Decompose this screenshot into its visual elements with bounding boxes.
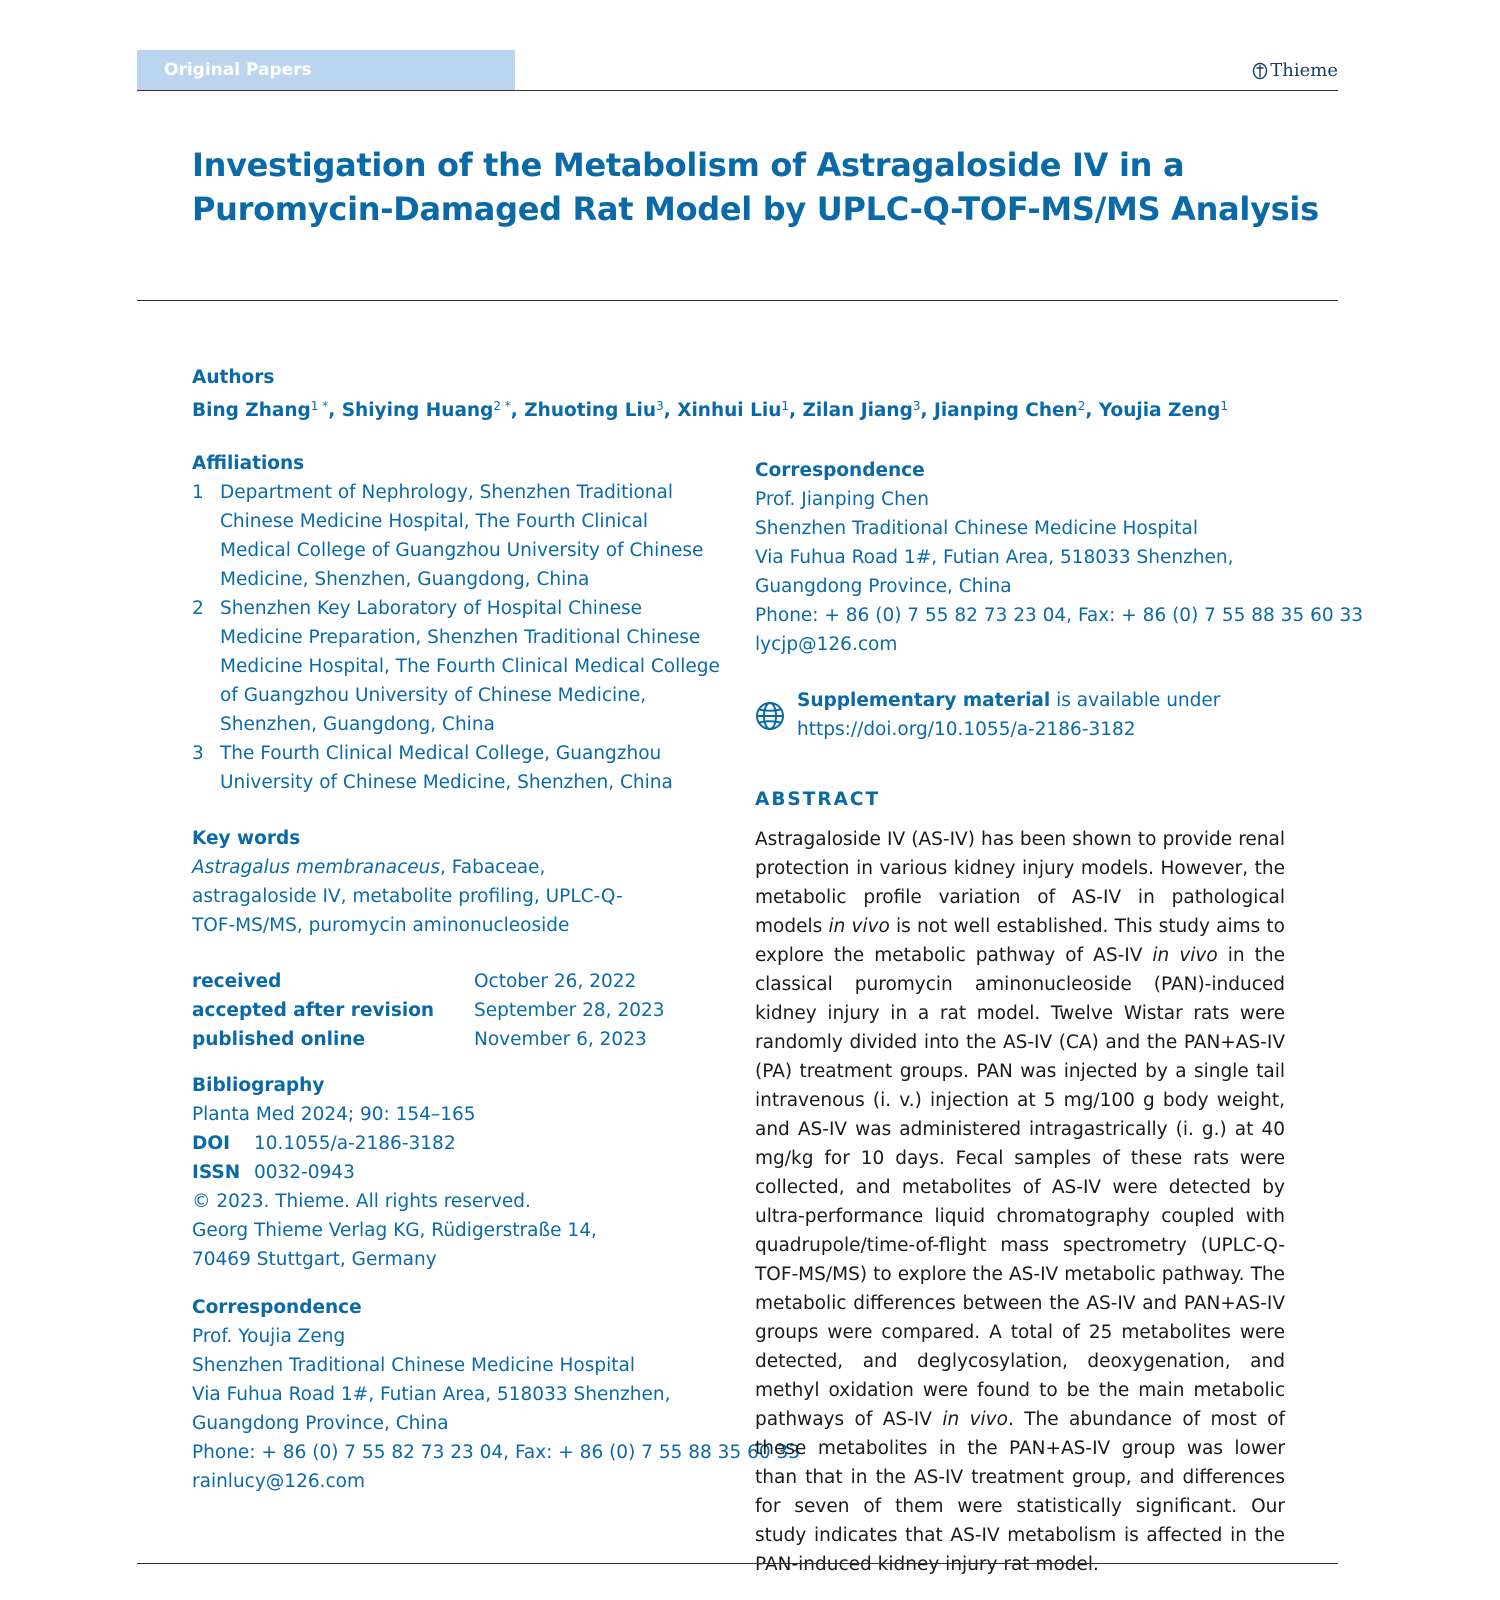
affiliation-item	[192, 478, 732, 594]
author-name: Youjia Zeng	[1098, 400, 1221, 421]
correspondence-left-heading: Correspondence	[192, 1297, 362, 1318]
affiliation-item	[192, 739, 732, 797]
date-row	[192, 967, 732, 996]
author-name: Zhuoting Liu	[524, 400, 657, 421]
author-name: Shiying Huang	[341, 400, 494, 421]
keywords-heading: Key words	[192, 828, 301, 849]
abstract-text: . The abundance of most of these metabolites in the PAN+AS-IV group was lower than that in the AS-IV treatment group, and differences for seven of them were statistically significant. Our study indicates that AS-IV metabolism is affected in the PAN-induced kidney injury rat model.	[755, 1409, 1285, 1575]
globe-icon	[755, 701, 785, 731]
correspondence-right-heading: Correspondence	[755, 460, 925, 481]
keyword-list: , Fabaceae, astragaloside IV, metabolite profiling, UPLC-Q-TOF-MS/MS, puromycin aminonucleoside	[192, 857, 623, 936]
left-column	[192, 449, 801, 1496]
copyright: © 2023. Thieme. All rights reserved.	[192, 1191, 531, 1212]
supplementary-block	[755, 686, 1295, 744]
date-value: October 26, 2022	[474, 971, 637, 992]
right-column	[755, 456, 1364, 744]
affiliations-heading: Affiliations	[192, 453, 305, 474]
corr-right-institution: Shenzhen Traditional Chinese Medicine Hospital	[755, 518, 1198, 539]
date-row	[192, 1025, 732, 1054]
abstract-italic-term: in vivo	[942, 1409, 1008, 1430]
date-label: received	[192, 971, 282, 992]
author-affiliation-marker: 1	[1220, 399, 1229, 413]
author-name: Bing Zhang	[192, 400, 311, 421]
date-row	[192, 996, 732, 1025]
doi-label: DOI	[192, 1133, 230, 1154]
author-affiliation-marker: 1 *	[310, 399, 329, 413]
abstract-text: is not well established. This study aims to explore the metabolic pathway of AS-IV	[755, 916, 1285, 966]
date-value: September 28, 2023	[474, 1000, 665, 1021]
correspondence-left	[192, 1322, 801, 1496]
correspondence-right	[755, 485, 1364, 659]
publisher-address-1: Georg Thieme Verlag KG, Rüdigerstraße 14,	[192, 1220, 597, 1241]
corr-right-phone: Phone: + 86 (0) 7 55 82 73 23 04, Fax: + 86 (0) 7 55 88 35 60 33	[755, 605, 1364, 626]
footer-rule	[137, 1563, 1338, 1564]
author-separator: ,	[328, 400, 342, 421]
supplementary-label: Supplementary material	[797, 690, 1051, 711]
author-separator: ,	[510, 400, 525, 421]
corr-right-address-2: Guangdong Province, China	[755, 576, 1012, 597]
dates-block	[192, 967, 732, 1054]
publisher-address-2: 70469 Stuttgart, Germany	[192, 1249, 437, 1270]
author-affiliation-marker: 1	[781, 399, 790, 413]
corr-left-name: Prof. Youjia Zeng	[192, 1326, 346, 1347]
header-rule	[137, 90, 1338, 91]
doi-value[interactable]: 10.1055/a-2186-3182	[254, 1133, 456, 1154]
date-label: published online	[192, 1029, 366, 1050]
affiliation-number: 2	[192, 598, 204, 619]
author-name: Jianping Chen	[933, 400, 1078, 421]
corr-right-address-1: Via Fuhua Road 1#, Futian Area, 518033 Shenzhen,	[755, 547, 1234, 568]
affiliation-list	[192, 478, 732, 797]
citation: Planta Med 2024; 90: 154–165	[192, 1104, 476, 1125]
author-separator: ,	[1085, 400, 1099, 421]
affiliation-text: Department of Nephrology, Shenzhen Traditional Chinese Medicine Hospital, The Fourth Clinical Medical College of Guangzhou University of Chinese Medicine, Shenzhen, Guangdong, China	[220, 482, 704, 590]
abstract-text: in the classical puromycin aminonucleoside (PAN)-induced kidney injury in a rat model. Twelve Wistar rats were randomly divided into the AS-IV (CA) and the PAN+AS-IV (PA) treatment groups. PAN was injected by a single tail intravenous (i. v.) injection at 5 mg/100 g body weight, and AS-IV was administered intragastrically (i. g.) at 40 mg/kg for 10 days. Fecal samples of these rats were collected, and metabolites of AS-IV were detected by ultra-performance liquid chromatography coupled with quadrupole/time-of-flight mass spectrometry (UPLC-Q-TOF-MS/MS) to explore the AS-IV metabolic pathway. The metabolic differences between the AS-IV and PAN+AS-IV groups were compared. A total of 25 metabolites were detected, and deglycosylation, deoxygenation, and methyl oxidation were found to be the main metabolic pathways of AS-IV	[755, 945, 1285, 1430]
author-name: Zilan Jiang	[802, 400, 913, 421]
corr-left-address-1: Via Fuhua Road 1#, Futian Area, 518033 Shenzhen,	[192, 1384, 671, 1405]
abstract-italic-term: in vivo	[1152, 945, 1218, 966]
keyword-italic: Astragalus membranaceus	[192, 857, 441, 878]
author-separator: ,	[663, 400, 678, 421]
issn-value: 0032-0943	[254, 1162, 355, 1183]
affiliation-text: Shenzhen Key Laboratory of Hospital Chinese Medicine Preparation, Shenzhen Traditional Chinese Medicine Hospital, The Fourth Clinical Medical College of Guangzhou University of Chinese Medicine, Shenzhen, Guangdong, China	[220, 598, 720, 735]
corr-right-email[interactable]: lycjp@126.com	[755, 634, 898, 655]
bibliography-block	[192, 1100, 732, 1274]
publisher-name: Thieme	[1270, 60, 1338, 81]
affiliation-number: 3	[192, 743, 204, 764]
article-title: Investigation of the Metabolism of Astragaloside IV in a Puromycin-Damaged Rat Model by UPLC-Q-TOF-MS/MS Analysis	[192, 146, 1319, 228]
abstract-body	[755, 825, 1285, 1579]
author-separator: ,	[789, 400, 803, 421]
abstract-italic-term: in vivo	[828, 916, 890, 937]
title-rule	[137, 300, 1338, 301]
abstract-heading: ABSTRACT	[755, 789, 881, 810]
affiliation-number: 1	[192, 482, 204, 503]
section-tag: Original Papers	[137, 50, 515, 90]
keywords-text	[192, 853, 662, 940]
date-value: November 6, 2023	[474, 1029, 647, 1050]
corr-left-institution: Shenzhen Traditional Chinese Medicine Hospital	[192, 1355, 635, 1376]
author-affiliation-marker: 3	[912, 399, 921, 413]
affiliation-text: The Fourth Clinical Medical College, Guangzhou University of Chinese Medicine, Shenzhen, China	[220, 743, 673, 793]
author-separator: ,	[920, 400, 934, 421]
corr-left-phone: Phone: + 86 (0) 7 55 82 73 23 04, Fax: + 86 (0) 7 55 88 35 60 33	[192, 1442, 801, 1463]
issn-label: ISSN	[192, 1162, 241, 1183]
author-affiliation-marker: 2	[1077, 399, 1086, 413]
author-affiliation-marker: 3	[656, 399, 664, 413]
author-name: Xinhui Liu	[677, 400, 782, 421]
corr-left-address-2: Guangdong Province, China	[192, 1413, 449, 1434]
date-label: accepted after revision	[192, 1000, 435, 1021]
issn-line	[192, 1158, 732, 1187]
authors-heading: Authors	[192, 367, 275, 388]
corr-left-email[interactable]: rainlucy@126.com	[192, 1471, 365, 1492]
bibliography-heading: Bibliography	[192, 1075, 325, 1096]
corr-right-name: Prof. Jianping Chen	[755, 489, 929, 510]
doi-line	[192, 1129, 732, 1158]
publisher-logo	[1252, 60, 1338, 81]
supplementary-link[interactable]: https://doi.org/10.1055/a-2186-3182	[797, 719, 1136, 740]
author-affiliation-marker: 2 *	[493, 399, 511, 413]
supplementary-text: is available under	[1050, 690, 1221, 711]
abstract-text: Astragaloside IV (AS-IV) has been shown to provide renal protection in various kidney injury models. However, the metabolic profile variation of AS-IV in pathological models	[755, 829, 1285, 937]
author-list	[192, 392, 1228, 425]
affiliation-item	[192, 594, 732, 739]
thieme-logo-icon	[1252, 62, 1268, 80]
